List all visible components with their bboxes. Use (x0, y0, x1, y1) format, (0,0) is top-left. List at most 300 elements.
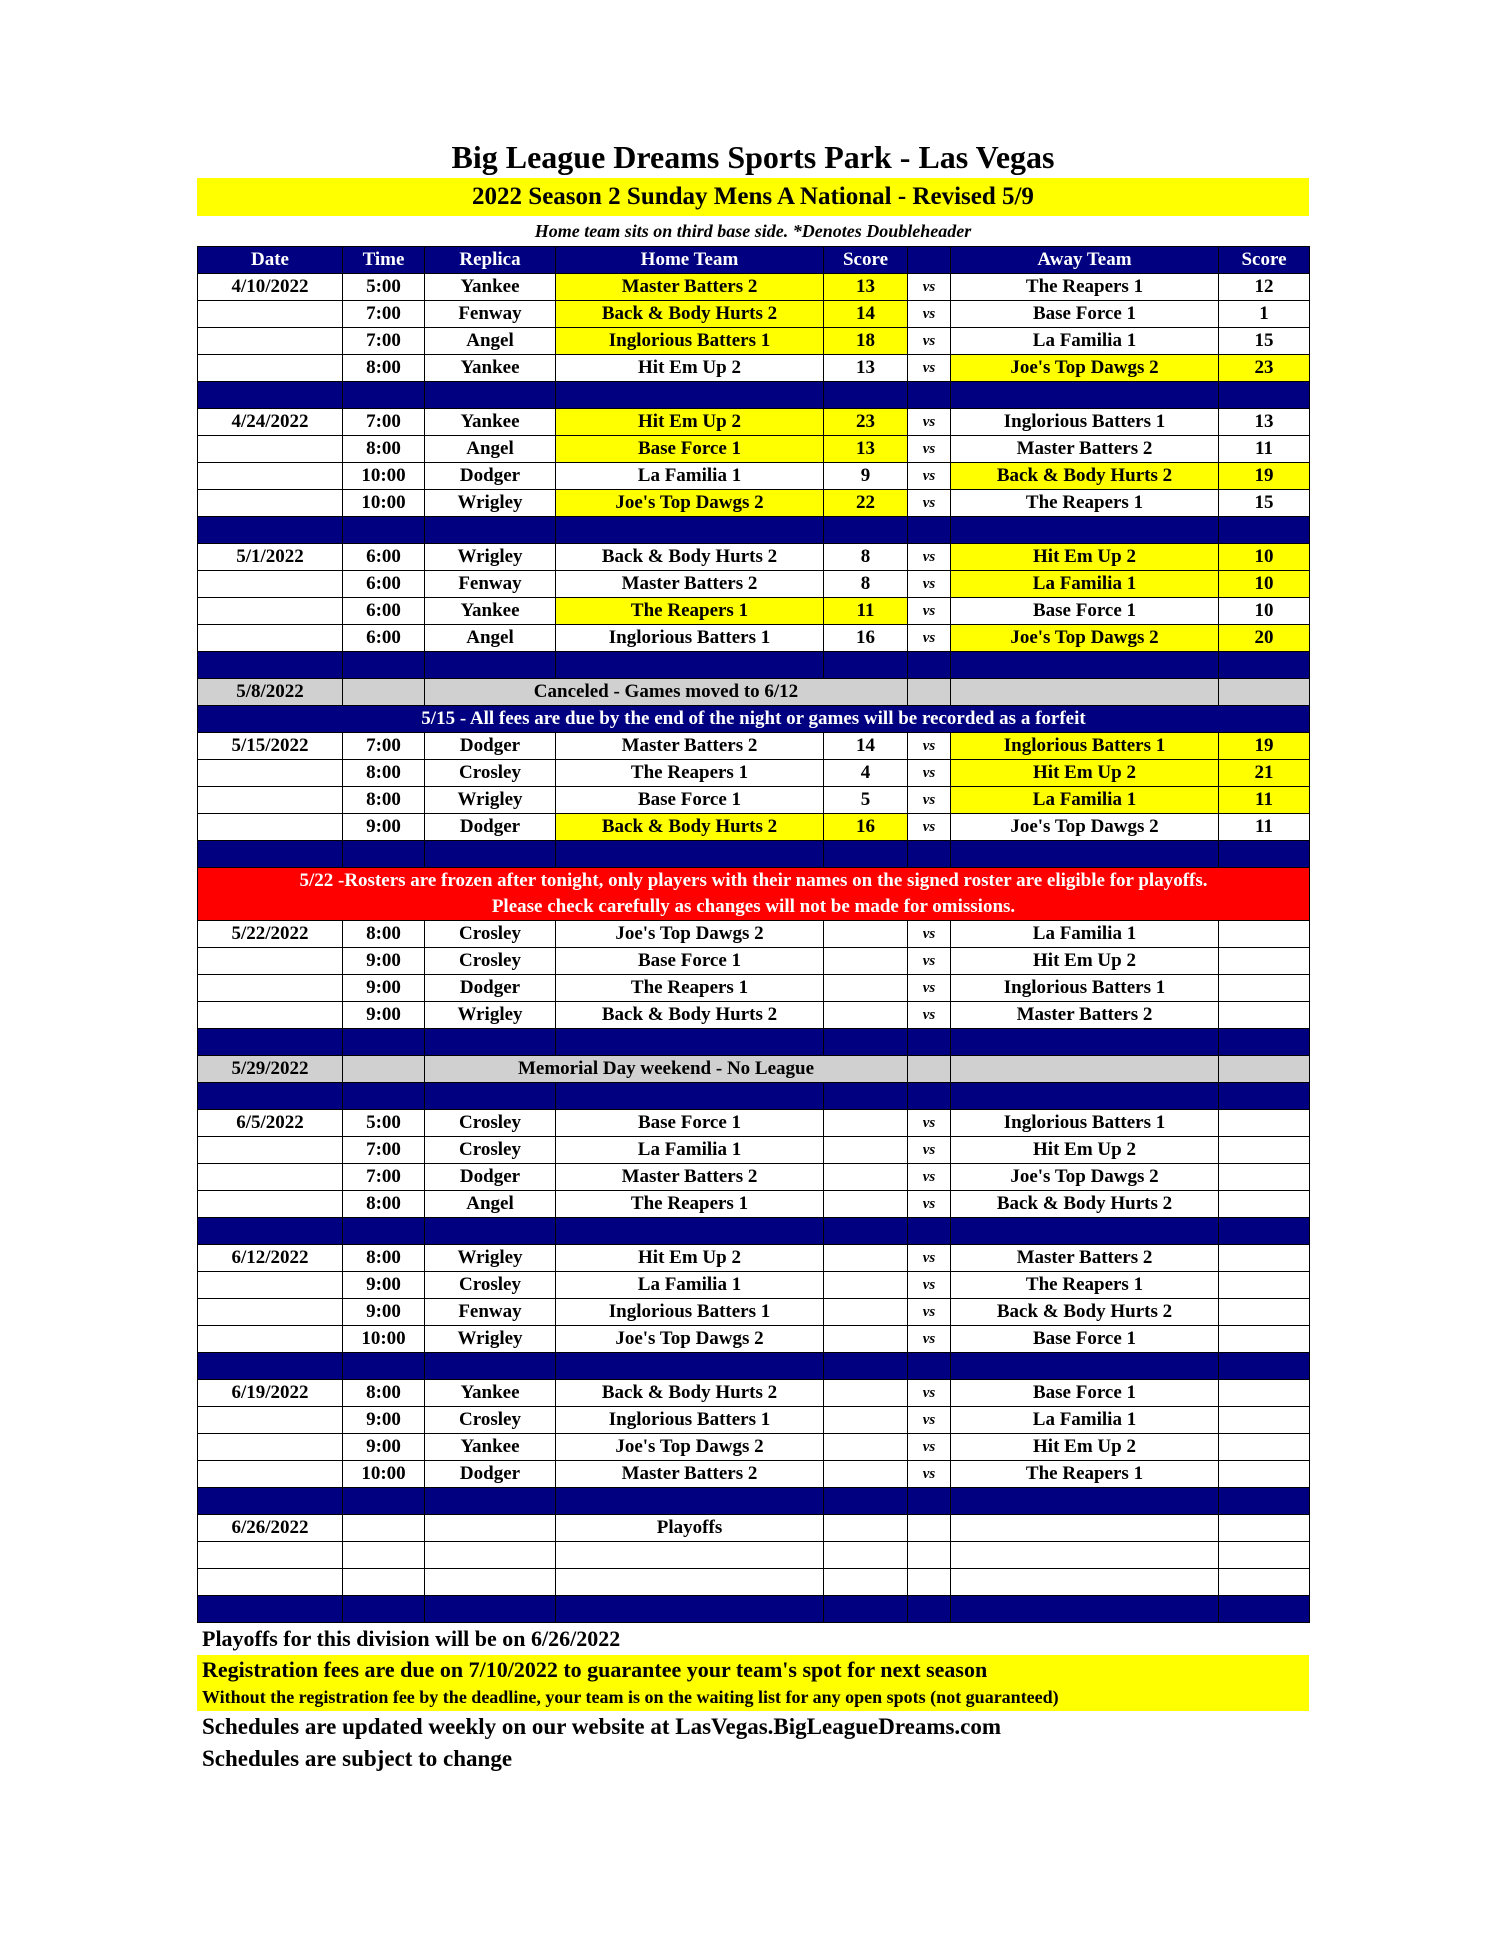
header-home-score: Score (824, 247, 908, 274)
blank-cell (908, 1542, 951, 1569)
schedule-subtitle: 2022 Season 2 Sunday Mens A National - Revised 5/9 (197, 178, 1309, 216)
home-team: Master Batters 2 (556, 733, 824, 760)
game-date (198, 1326, 343, 1353)
game-time: 7:00 (343, 328, 425, 355)
game-field: Wrigley (425, 787, 556, 814)
home-score (824, 1137, 908, 1164)
away-score: 1 (1219, 301, 1310, 328)
blank-cell (1219, 1569, 1310, 1596)
away-score: 23 (1219, 355, 1310, 382)
home-score: 4 (824, 760, 908, 787)
game-row (198, 733, 1310, 760)
away-score (1219, 1434, 1310, 1461)
empty-row (198, 1542, 1310, 1569)
away-score (1219, 921, 1310, 948)
vs-label: vs (908, 1461, 951, 1488)
game-field: Dodger (425, 975, 556, 1002)
separator-cell (824, 841, 908, 868)
vs-label: vs (908, 733, 951, 760)
separator-cell (908, 1353, 951, 1380)
vs-label: vs (908, 1380, 951, 1407)
empty-row (198, 1569, 1310, 1596)
game-date (198, 1002, 343, 1029)
game-field: Angel (425, 328, 556, 355)
week-separator (198, 1218, 1310, 1245)
game-time: 8:00 (343, 436, 425, 463)
game-date (198, 814, 343, 841)
game-row (198, 1326, 1310, 1353)
game-row (198, 328, 1310, 355)
game-row (198, 760, 1310, 787)
game-time: 9:00 (343, 975, 425, 1002)
game-date (198, 463, 343, 490)
week-separator (198, 841, 1310, 868)
home-score (824, 1245, 908, 1272)
home-team: Inglorious Batters 1 (556, 328, 824, 355)
game-date: 6/5/2022 (198, 1110, 343, 1137)
separator-cell (425, 1488, 556, 1515)
vs-label: vs (908, 544, 951, 571)
home-team: The Reapers 1 (556, 598, 824, 625)
away-score: 12 (1219, 274, 1310, 301)
separator-cell (556, 1029, 824, 1056)
game-field: Yankee (425, 598, 556, 625)
away-team: Master Batters 2 (951, 436, 1219, 463)
game-date (198, 1164, 343, 1191)
away-team: Inglorious Batters 1 (951, 409, 1219, 436)
away-score: 15 (1219, 328, 1310, 355)
home-score: 8 (824, 544, 908, 571)
home-team: Joe's Top Dawgs 2 (556, 1434, 824, 1461)
game-row (198, 1407, 1310, 1434)
schedule-table (197, 246, 1310, 1623)
home-score: 14 (824, 733, 908, 760)
home-team: Inglorious Batters 1 (556, 625, 824, 652)
fee-notice-text: 5/15 - All fees are due by the end of the night or games will be recorded as a forfeit (198, 706, 1310, 733)
waiting-list-note: Without the registration fee by the deadline, your team is on the waiting list for any open spots (not guaranteed) (202, 1687, 1059, 1707)
separator-cell (1219, 1353, 1310, 1380)
game-time: 10:00 (343, 463, 425, 490)
week-separator (198, 382, 1310, 409)
separator-cell (198, 382, 343, 409)
game-time: 8:00 (343, 921, 425, 948)
game-date (198, 355, 343, 382)
home-score (824, 1164, 908, 1191)
playoff-date: 6/26/2022 (198, 1515, 343, 1542)
separator-cell (824, 1353, 908, 1380)
away-score (1219, 948, 1310, 975)
notice-blank (1219, 679, 1310, 706)
blank-cell (556, 1569, 824, 1596)
game-field: Fenway (425, 1299, 556, 1326)
game-row (198, 409, 1310, 436)
game-date: 4/10/2022 (198, 274, 343, 301)
home-score (824, 921, 908, 948)
away-score (1219, 1299, 1310, 1326)
game-field: Yankee (425, 274, 556, 301)
home-score: 16 (824, 814, 908, 841)
away-team: The Reapers 1 (951, 490, 1219, 517)
game-field: Dodger (425, 814, 556, 841)
game-time: 10:00 (343, 490, 425, 517)
separator-cell (556, 841, 824, 868)
vs-label: vs (908, 760, 951, 787)
game-row (198, 1245, 1310, 1272)
separator-cell (343, 1488, 425, 1515)
game-row (198, 814, 1310, 841)
away-team: Joe's Top Dawgs 2 (951, 1164, 1219, 1191)
game-time: 9:00 (343, 1272, 425, 1299)
home-score: 22 (824, 490, 908, 517)
header-vs (908, 247, 951, 274)
home-score: 23 (824, 409, 908, 436)
game-time: 9:00 (343, 1407, 425, 1434)
home-team: Back & Body Hurts 2 (556, 1002, 824, 1029)
away-team: Base Force 1 (951, 598, 1219, 625)
game-field: Wrigley (425, 1326, 556, 1353)
blank-cell (425, 1569, 556, 1596)
separator-cell (556, 1596, 824, 1623)
home-score (824, 1434, 908, 1461)
game-date (198, 436, 343, 463)
separator-cell (425, 1083, 556, 1110)
game-time: 10:00 (343, 1461, 425, 1488)
separator-cell (556, 1488, 824, 1515)
header-row (198, 247, 1310, 274)
vs-label: vs (908, 787, 951, 814)
notice-blank (343, 1056, 425, 1083)
game-date (198, 571, 343, 598)
game-time: 8:00 (343, 760, 425, 787)
game-date (198, 1434, 343, 1461)
game-date (198, 625, 343, 652)
away-team: Joe's Top Dawgs 2 (951, 625, 1219, 652)
vs-label: vs (908, 1191, 951, 1218)
game-field: Yankee (425, 1380, 556, 1407)
game-time: 7:00 (343, 733, 425, 760)
home-team: The Reapers 1 (556, 1191, 824, 1218)
vs-label: vs (908, 1002, 951, 1029)
game-time: 7:00 (343, 1164, 425, 1191)
vs-label: vs (908, 1272, 951, 1299)
separator-cell (1219, 382, 1310, 409)
game-time: 8:00 (343, 355, 425, 382)
game-date (198, 975, 343, 1002)
separator-cell (425, 1029, 556, 1056)
blank-cell (951, 1569, 1219, 1596)
game-field: Crosley (425, 948, 556, 975)
game-time: 9:00 (343, 948, 425, 975)
away-score (1219, 1191, 1310, 1218)
game-row (198, 1164, 1310, 1191)
home-team: La Familia 1 (556, 1272, 824, 1299)
home-team: Joe's Top Dawgs 2 (556, 1326, 824, 1353)
home-score (824, 1461, 908, 1488)
home-score (824, 1002, 908, 1029)
home-team: The Reapers 1 (556, 760, 824, 787)
game-row (198, 1299, 1310, 1326)
blank-cell (951, 1515, 1219, 1542)
separator-cell (908, 1083, 951, 1110)
away-score (1219, 975, 1310, 1002)
away-score: 11 (1219, 814, 1310, 841)
notice-date: 5/8/2022 (198, 679, 343, 706)
game-row (198, 1272, 1310, 1299)
week-separator (198, 1488, 1310, 1515)
separator-cell (556, 1353, 824, 1380)
separator-cell (425, 1218, 556, 1245)
blank-cell (343, 1515, 425, 1542)
separator-cell (908, 1596, 951, 1623)
home-score (824, 975, 908, 1002)
away-team: The Reapers 1 (951, 1272, 1219, 1299)
game-field: Dodger (425, 1461, 556, 1488)
game-row (198, 1110, 1310, 1137)
blank-cell (343, 1542, 425, 1569)
separator-cell (343, 1218, 425, 1245)
home-score (824, 1299, 908, 1326)
header-replica: Replica (425, 247, 556, 274)
home-score (824, 1326, 908, 1353)
vs-label: vs (908, 1299, 951, 1326)
separator-cell (951, 1029, 1219, 1056)
vs-label: vs (908, 921, 951, 948)
game-time: 9:00 (343, 1002, 425, 1029)
away-score: 10 (1219, 571, 1310, 598)
game-field: Angel (425, 436, 556, 463)
vs-label: vs (908, 571, 951, 598)
home-score: 5 (824, 787, 908, 814)
separator-cell (198, 517, 343, 544)
separator-cell (343, 1029, 425, 1056)
game-time: 8:00 (343, 1191, 425, 1218)
separator-cell (824, 1083, 908, 1110)
vs-label: vs (908, 1164, 951, 1191)
home-score (824, 1191, 908, 1218)
away-score (1219, 1461, 1310, 1488)
vs-label: vs (908, 355, 951, 382)
away-score: 19 (1219, 733, 1310, 760)
home-team: Master Batters 2 (556, 1164, 824, 1191)
away-score: 21 (1219, 760, 1310, 787)
game-field: Fenway (425, 571, 556, 598)
separator-cell (824, 1488, 908, 1515)
home-team: Hit Em Up 2 (556, 355, 824, 382)
notice-blank (343, 679, 425, 706)
header-time: Time (343, 247, 425, 274)
home-score: 13 (824, 274, 908, 301)
game-time: 6:00 (343, 625, 425, 652)
away-team: Joe's Top Dawgs 2 (951, 814, 1219, 841)
game-date: 5/15/2022 (198, 733, 343, 760)
away-team: Base Force 1 (951, 1380, 1219, 1407)
game-time: 6:00 (343, 598, 425, 625)
week-separator (198, 1596, 1310, 1623)
blank-cell (1219, 1542, 1310, 1569)
vs-label: vs (908, 436, 951, 463)
home-score (824, 1110, 908, 1137)
game-field: Crosley (425, 760, 556, 787)
game-field: Crosley (425, 1407, 556, 1434)
separator-cell (951, 382, 1219, 409)
game-row (198, 274, 1310, 301)
game-time: 8:00 (343, 787, 425, 814)
away-team: The Reapers 1 (951, 274, 1219, 301)
blank-cell (824, 1515, 908, 1542)
blank-cell (425, 1515, 556, 1542)
game-row (198, 1191, 1310, 1218)
home-team: Back & Body Hurts 2 (556, 301, 824, 328)
separator-cell (908, 517, 951, 544)
vs-label: vs (908, 948, 951, 975)
game-time: 7:00 (343, 409, 425, 436)
registration-box (197, 1655, 1309, 1711)
separator-cell (556, 517, 824, 544)
week-separator (198, 517, 1310, 544)
home-team: Base Force 1 (556, 1110, 824, 1137)
game-time: 6:00 (343, 571, 425, 598)
home-score (824, 1407, 908, 1434)
separator-cell (343, 1083, 425, 1110)
game-field: Angel (425, 1191, 556, 1218)
game-row (198, 1434, 1310, 1461)
separator-cell (198, 1488, 343, 1515)
game-row (198, 787, 1310, 814)
separator-cell (198, 1029, 343, 1056)
game-field: Crosley (425, 1137, 556, 1164)
away-team: Inglorious Batters 1 (951, 1110, 1219, 1137)
home-score (824, 948, 908, 975)
separator-cell (343, 1353, 425, 1380)
home-score: 11 (824, 598, 908, 625)
separator-cell (425, 841, 556, 868)
separator-cell (824, 1218, 908, 1245)
game-row (198, 436, 1310, 463)
home-team: Back & Body Hurts 2 (556, 544, 824, 571)
separator-cell (198, 1353, 343, 1380)
away-score (1219, 1110, 1310, 1137)
away-score (1219, 1002, 1310, 1029)
away-team: Inglorious Batters 1 (951, 975, 1219, 1002)
game-field: Yankee (425, 355, 556, 382)
separator-cell (908, 1029, 951, 1056)
game-date: 4/24/2022 (198, 409, 343, 436)
notice-date: 5/29/2022 (198, 1056, 343, 1083)
blank-cell (425, 1542, 556, 1569)
separator-cell (198, 1218, 343, 1245)
notice-blank (951, 679, 1219, 706)
game-date (198, 598, 343, 625)
subject-to-change-note: Schedules are subject to change (202, 1746, 513, 1771)
home-team: Back & Body Hurts 2 (556, 814, 824, 841)
game-row (198, 571, 1310, 598)
registration-note: Registration fees are due on 7/10/2022 to guarantee your team's spot for next season (202, 1657, 988, 1682)
roster-notice-row (198, 868, 1310, 921)
vs-label: vs (908, 409, 951, 436)
game-row (198, 921, 1310, 948)
separator-cell (425, 382, 556, 409)
game-field: Crosley (425, 921, 556, 948)
away-team: La Familia 1 (951, 571, 1219, 598)
roster-notice-line2: Please check carefully as changes will not be made for omissions. (491, 896, 1016, 917)
blank-cell (556, 1542, 824, 1569)
home-score (824, 1380, 908, 1407)
separator-cell (198, 1596, 343, 1623)
away-score: 11 (1219, 787, 1310, 814)
away-team: Hit Em Up 2 (951, 1137, 1219, 1164)
notice-blank (908, 1056, 951, 1083)
vs-label: vs (908, 463, 951, 490)
home-team: Hit Em Up 2 (556, 1245, 824, 1272)
game-time: 8:00 (343, 1245, 425, 1272)
game-time: 10:00 (343, 1326, 425, 1353)
separator-cell (824, 517, 908, 544)
away-team: Inglorious Batters 1 (951, 733, 1219, 760)
game-date (198, 760, 343, 787)
home-team: Joe's Top Dawgs 2 (556, 921, 824, 948)
home-team: Back & Body Hurts 2 (556, 1380, 824, 1407)
notice-row (198, 1056, 1310, 1083)
game-field: Crosley (425, 1272, 556, 1299)
separator-cell (951, 1596, 1219, 1623)
home-team: Inglorious Batters 1 (556, 1299, 824, 1326)
game-date (198, 1191, 343, 1218)
home-score: 18 (824, 328, 908, 355)
away-team: La Familia 1 (951, 1407, 1219, 1434)
separator-cell (951, 1218, 1219, 1245)
separator-cell (951, 517, 1219, 544)
vs-label: vs (908, 328, 951, 355)
away-score (1219, 1272, 1310, 1299)
game-row (198, 975, 1310, 1002)
separator-cell (198, 841, 343, 868)
week-separator (198, 1083, 1310, 1110)
game-date (198, 1137, 343, 1164)
separator-cell (343, 1596, 425, 1623)
game-row (198, 355, 1310, 382)
playoff-row (198, 1515, 1310, 1542)
notice-blank (1219, 1056, 1310, 1083)
blank-cell (824, 1569, 908, 1596)
game-row (198, 948, 1310, 975)
game-time: 5:00 (343, 1110, 425, 1137)
home-team-note: Home team sits on third base side. *Denotes Doubleheader (534, 221, 972, 241)
blank-cell (198, 1569, 343, 1596)
separator-cell (951, 841, 1219, 868)
separator-cell (556, 1083, 824, 1110)
vs-label: vs (908, 625, 951, 652)
away-team: Base Force 1 (951, 1326, 1219, 1353)
game-row (198, 463, 1310, 490)
game-row (198, 1137, 1310, 1164)
page-title: Big League Dreams Sports Park - Las Vegas (451, 139, 1055, 175)
separator-cell (343, 517, 425, 544)
game-date: 5/1/2022 (198, 544, 343, 571)
notice-text: Canceled - Games moved to 6/12 (425, 679, 908, 706)
home-score (824, 1272, 908, 1299)
away-score: 10 (1219, 598, 1310, 625)
away-score (1219, 1407, 1310, 1434)
separator-cell (343, 841, 425, 868)
separator-cell (1219, 1596, 1310, 1623)
home-team: The Reapers 1 (556, 975, 824, 1002)
header-date: Date (198, 247, 343, 274)
vs-label: vs (908, 1407, 951, 1434)
game-date: 6/19/2022 (198, 1380, 343, 1407)
separator-cell (425, 1353, 556, 1380)
separator-cell (343, 652, 425, 679)
game-date (198, 1407, 343, 1434)
